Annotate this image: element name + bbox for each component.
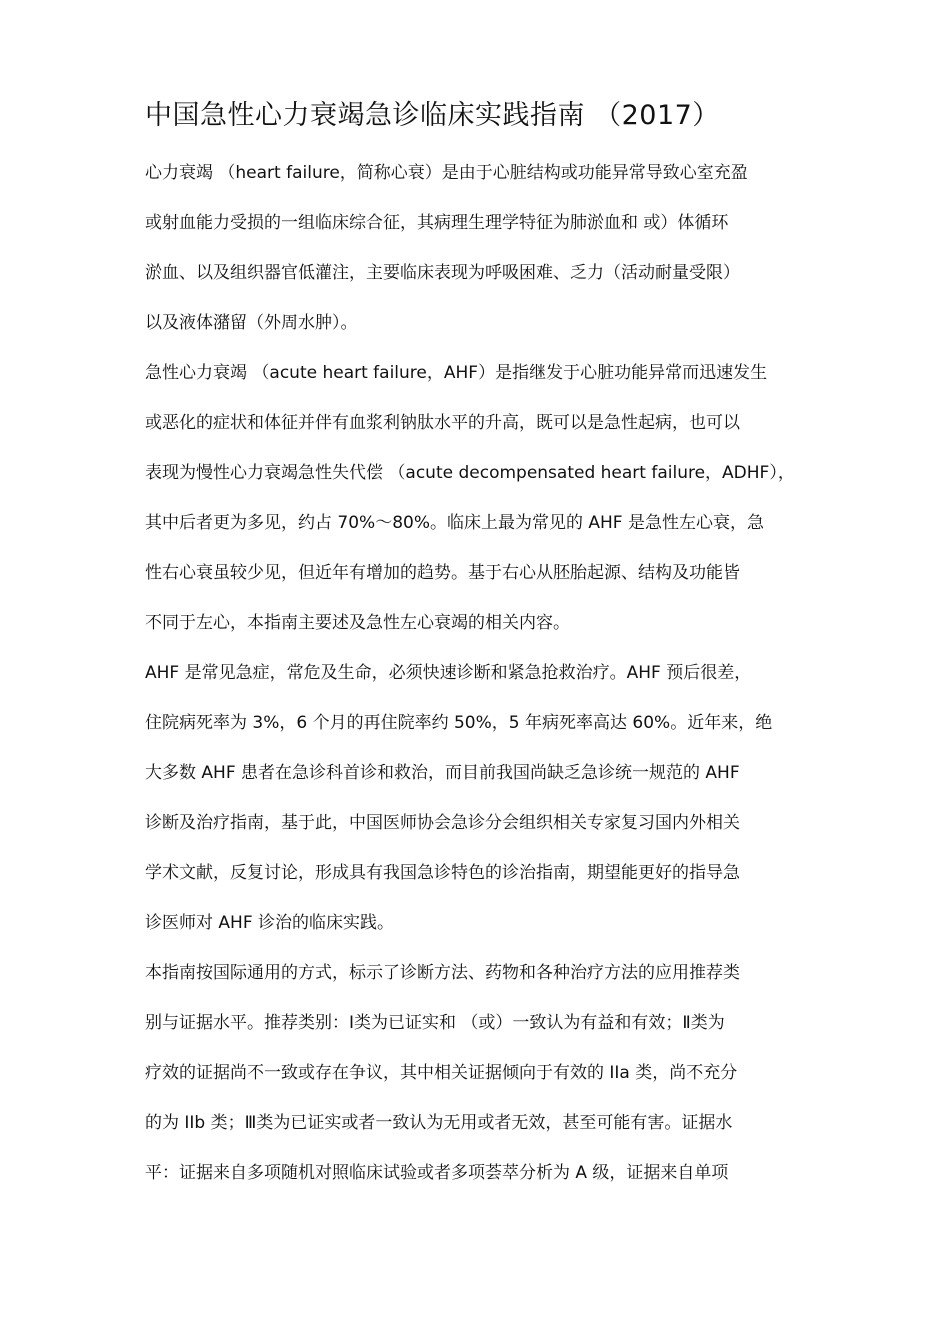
text-line: 其中后者更为多见，约占 70%～80%。临床上最为常见的 AHF 是急性左心衰，急 [145,513,764,533]
text-line: 本指南按国际通用的方式，标示了诊断方法、药物和各种治疗方法的应用推荐类 [145,963,740,983]
text-line: 学术文献，反复讨论，形成具有我国急诊特色的诊治指南，期望能更好的指导急 [145,863,740,883]
paragraph-recommendation-classes [145,948,810,1198]
text-line: 不同于左心，本指南主要述及急性左心衰竭的相关内容。 [145,613,570,633]
paragraph-heart-failure-definition [145,148,810,348]
text-line: 平：证据来自多项随机对照临床试验或者多项荟萃分析为 A 级，证据来自单项 [145,1163,729,1183]
text-line: 或恶化的症状和体征并伴有血浆利钠肽水平的升高，既可以是急性起病，也可以 [145,413,740,433]
text-line: 诊断及治疗指南，基于此，中国医师协会急诊分会组织相关专家复习国内外相关 [145,813,740,833]
text-line: 心力衰竭 （heart failure，简称心衰）是由于心脏结构或功能异常导致心室充盈 [145,163,748,183]
document-body [145,148,810,1198]
paragraph-ahf-prognosis [145,648,810,948]
text-line: 或射血能力受损的一组临床综合征，其病理生理学特征为肺淤血和 或）体循环 [145,213,729,233]
text-line: AHF 是常见急症，常危及生命，必须快速诊断和紧急抢救治疗。AHF 预后很差， [145,663,752,683]
text-line: 别与证据水平。推荐类别：Ⅰ类为已证实和 （或）一致认为有益和有效；Ⅱ类为 [145,1013,725,1033]
text-line: 以及液体潴留（外周水肿）。 [145,313,358,333]
text-line: 疗效的证据尚不一致或存在争议，其中相关证据倾向于有效的 IIa 类，尚不充分 [145,1063,738,1083]
text-line: 表现为慢性心力衰竭急性失代偿 （acute decompensated heart failure，ADHF）， [145,463,795,483]
text-line: 诊医师对 AHF 诊治的临床实践。 [145,913,394,933]
text-line: 的为 IIb 类；Ⅲ类为已证实或者一致认为无用或者无效，甚至可能有害。证据水 [145,1113,733,1133]
text-line: 急性心力衰竭 （acute heart failure，AHF）是指继发于心脏功能异常而迅速发生 [145,363,768,383]
paragraph-ahf-definition [145,348,810,648]
text-line: 性右心衰虽较少见，但近年有增加的趋势。基于右心从胚胎起源、结构及功能皆 [145,563,740,583]
text-line: 淤血、以及组织器官低灌注，主要临床表现为呼吸困难、乏力（活动耐量受限） [145,263,740,283]
page-title: 中国急性心力衰竭急诊临床实践指南 （2017） [145,100,720,131]
text-line: 住院病死率为 3%，6 个月的再住院率约 50%，5 年病死率高达 60%。近年来，绝 [145,713,773,733]
text-line: 大多数 AHF 患者在急诊科首诊和救治，而目前我国尚缺乏急诊统一规范的 AHF [145,763,740,783]
